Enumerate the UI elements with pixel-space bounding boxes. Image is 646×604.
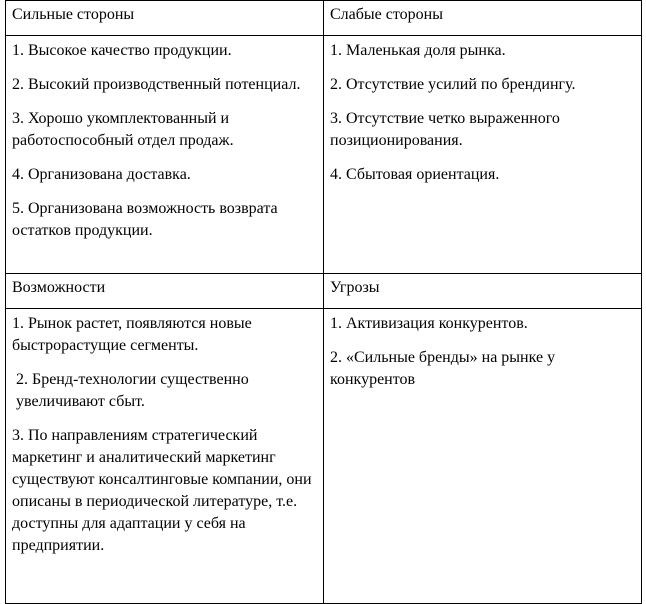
threat-item: 2. «Сильные бренды» на рынке у конкурентов — [330, 349, 556, 388]
opportunities-header: Возможности — [6, 274, 324, 309]
weaknesses-cell — [324, 36, 642, 274]
opportunity-item: 1. Рынок растет, появляются новые быстрорастущие сегменты. — [12, 315, 252, 354]
header-row-top — [6, 1, 642, 36]
strength-item: 4. Организована доставка. — [12, 166, 191, 183]
threat-item: 1. Активизация конкурентов. — [330, 315, 528, 332]
content-row-bottom — [6, 309, 642, 604]
weaknesses-header: Слабые стороны — [324, 1, 642, 36]
content-row-top — [6, 36, 642, 274]
weakness-item: 2. Отсутствие усилий по брендингу. — [330, 76, 576, 93]
weakness-item: 1. Маленькая доля рынка. — [330, 42, 506, 59]
opportunity-item: 3. По направлениям стратегический маркетинг и аналитический маркетинг существуют консалтинговые компании, они описаны в периодической литературе, т.е. доступны для адаптации у себя на предприятии. — [12, 427, 312, 554]
opportunities-cell — [6, 309, 324, 604]
swot-table — [5, 0, 642, 604]
weakness-item: 4. Сбытовая ориентация. — [330, 166, 500, 183]
threats-cell — [324, 309, 642, 604]
header-row-bottom — [6, 274, 642, 309]
strengths-header: Сильные стороны — [6, 1, 324, 36]
threats-header: Угрозы — [324, 274, 642, 309]
strength-item: 5. Организована возможность возврата остатков продукции. — [12, 200, 278, 239]
strength-item: 1. Высокое качество продукции. — [12, 42, 232, 59]
strength-item: 3. Хорошо укомплектованный и работоспособный отдел продаж. — [12, 110, 234, 149]
opportunity-item: 2. Бренд-технологии существенно увеличивают сбыт. — [16, 371, 249, 410]
strengths-cell — [6, 36, 324, 274]
weakness-item: 3. Отсутствие четко выраженного позиционирования. — [330, 110, 560, 149]
strength-item: 2. Высокий производственный потенциал. — [12, 76, 301, 93]
